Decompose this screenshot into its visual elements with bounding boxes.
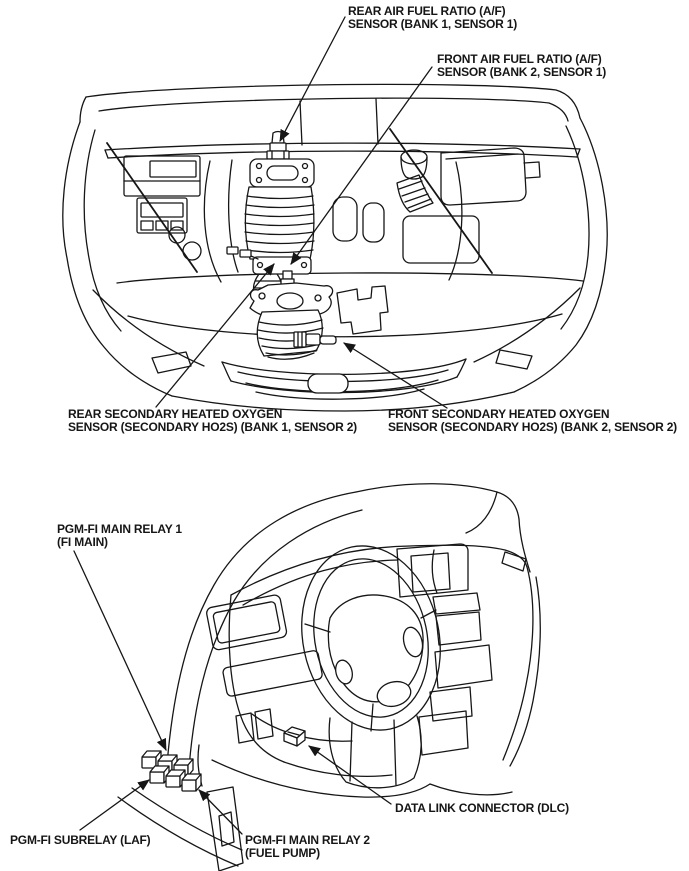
label-line: PGM-FI MAIN RELAY 1 — [57, 522, 182, 536]
label-line: REAR AIR FUEL RATIO (A/F) — [348, 4, 506, 18]
dlc-connector — [284, 727, 305, 746]
battery-and-fuse-box — [124, 156, 238, 282]
relay-cube — [182, 774, 201, 791]
label-pgm-fi-main-relay-1 — [57, 523, 182, 548]
bumper-and-grille — [93, 273, 583, 399]
front-af-sensor — [283, 271, 292, 279]
rear-ho2s-sensor — [253, 257, 311, 274]
relay-cluster — [142, 751, 201, 791]
label-line: (FI MAIN) — [57, 534, 108, 549]
label-line: SENSOR (BANK 1, SENSOR 1) — [348, 16, 518, 31]
leader-dlc — [309, 746, 391, 804]
label-line: DATA LINK CONNECTOR (DLC) — [395, 801, 569, 815]
fan-shroud-slots — [333, 197, 384, 242]
label-line: SENSOR (BANK 2, SENSOR 1) — [437, 64, 607, 79]
leader-rear-af-sensor — [280, 17, 345, 141]
left-fender — [63, 122, 172, 396]
label-pgm-fi-main-relay-2 — [245, 834, 370, 859]
car-body-outline — [63, 118, 607, 411]
label-rear-ho2s-sensor — [68, 408, 357, 433]
label-line: PGM-FI MAIN RELAY 2 — [245, 833, 370, 847]
label-line: PGM-FI SUBRELAY (LAF) — [10, 833, 151, 847]
steering-column — [329, 716, 421, 788]
label-data-link-connector — [395, 802, 569, 815]
rear-catalytic-converter — [227, 132, 314, 297]
dash-switches — [236, 709, 273, 743]
leader-main-relay-1 — [74, 551, 166, 750]
label-line: (FUEL PUMP) — [245, 845, 320, 860]
engine-block-detail — [337, 286, 388, 334]
label-line: FRONT AIR FUEL RATIO (A/F) — [437, 52, 602, 66]
label-pgm-fi-subrelay — [10, 834, 150, 847]
steering-wheel — [285, 533, 457, 743]
right-fender — [514, 118, 607, 392]
label-line: REAR SECONDARY HEATED OXYGEN — [68, 407, 283, 421]
label-line: SENSOR (SECONDARY HO2S) (BANK 2, SENSOR 2) — [388, 419, 677, 434]
label-line: FRONT SECONDARY HEATED OXYGEN — [388, 407, 610, 421]
label-front-ho2s-sensor — [388, 408, 677, 433]
label-line: SENSOR (SECONDARY HO2S) (BANK 1, SENSOR 2) — [68, 419, 357, 434]
leader-subrelay — [80, 780, 149, 830]
label-rear-af-sensor — [348, 5, 517, 30]
front-catalytic-converter — [250, 271, 336, 359]
front-emblem — [308, 374, 348, 393]
windshield — [356, 484, 530, 572]
front-ho2s-sensor — [294, 332, 336, 347]
hood-and-cowl — [80, 84, 580, 158]
engine-bay-illustration — [63, 84, 607, 411]
label-front-af-sensor — [437, 53, 606, 78]
